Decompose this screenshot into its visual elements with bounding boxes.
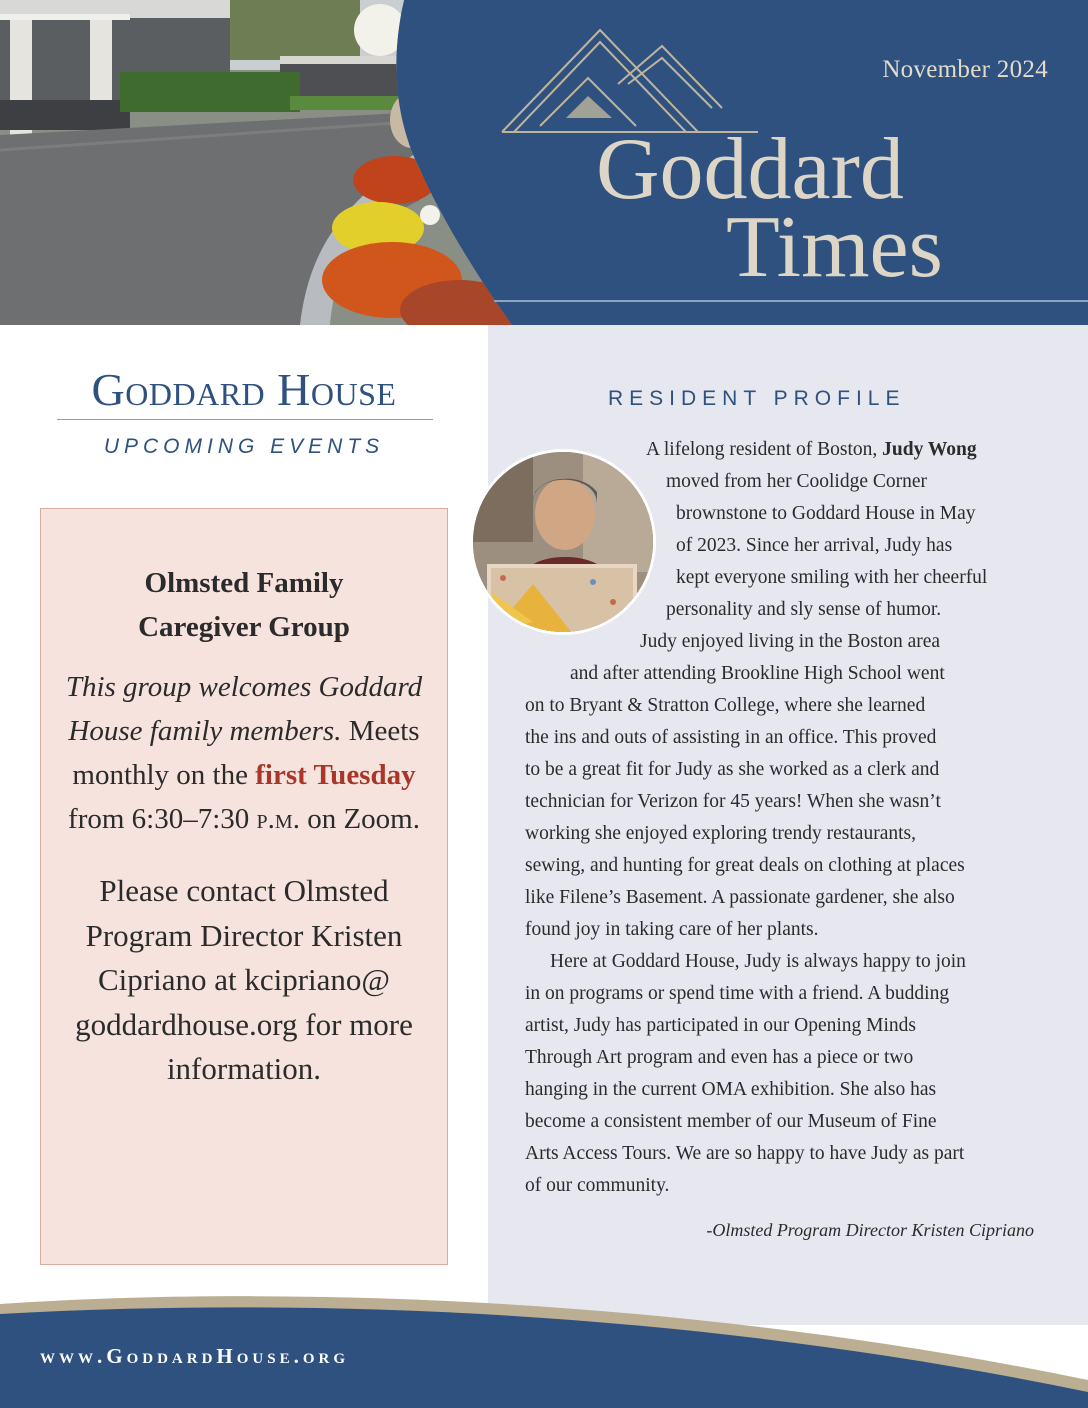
profile-text-line: working she enjoyed exploring trendy restaurants, — [525, 823, 916, 844]
event-desc-text-1: Meets monthly on the — [72, 715, 420, 791]
event-description — [41, 665, 447, 841]
profile-text-line: become a consistent member of our Museum of Fine — [525, 1111, 937, 1132]
profile-text-line: Judy enjoyed living in the Boston area — [640, 631, 941, 652]
profile-text-line: hanging in the current OMA exhibition. She also has — [525, 1079, 937, 1100]
profile-text-line: Arts Access Tours. We are so happy to have Judy as part — [525, 1143, 965, 1164]
masthead-title-line2: Times — [726, 199, 943, 296]
events-column — [0, 325, 488, 1300]
event-desc-intro: This group welcomes Goddard House family members. — [65, 671, 423, 747]
profile-text-line: A lifelong resident of Boston, Judy Wong — [646, 439, 977, 460]
profile-text-line: of 2023. Since her arrival, Judy has — [676, 535, 953, 556]
event-day-highlight: first Tuesday — [255, 759, 416, 791]
event-title: Olmsted Family Caregiver Group — [138, 567, 350, 643]
portrait-photo — [473, 452, 656, 635]
profile-text-line: found joy in taking care of her plants. — [525, 919, 819, 940]
upcoming-events-heading: UPCOMING EVENTS — [103, 435, 385, 458]
profile-text-line: Here at Goddard House, Judy is always happy to join — [550, 951, 966, 972]
article-signature: -Olmsted Program Director Kristen Cipriano — [706, 1220, 1034, 1240]
house-title-divider — [57, 419, 433, 420]
profile-text-line: Through Art program and even has a piece or two — [525, 1047, 914, 1068]
masthead-title-line1: Goddard — [596, 121, 904, 218]
event-card — [40, 508, 448, 1265]
header-banner — [0, 0, 1088, 325]
roof-logo-icon — [500, 18, 760, 138]
profile-text-line: artist, Judy has participated in our Opening Minds — [525, 1015, 917, 1036]
event-contact-info: Please contact Olmsted Program Director Kristen Cipriano at kcipriano@ goddardhouse.org for more information. — [75, 873, 413, 1086]
profile-text-line: brownstone to Goddard House in May — [676, 503, 976, 524]
profile-text-line: like Filene’s Basement. A passionate gardener, she also — [525, 887, 955, 908]
profile-text-line: on to Bryant & Stratton College, where she learned — [525, 695, 926, 716]
profile-text-line: to be a great fit for Judy as she worked as a clerk and — [525, 759, 940, 780]
resident-name: Judy Wong — [882, 439, 977, 460]
profile-text-line: technician for Verizon for 45 years! When she wasn’t — [525, 791, 941, 812]
profile-text-line: personality and sly sense of humor. — [666, 599, 942, 620]
profile-text-line: moved from her Coolidge Corner — [666, 471, 928, 492]
website-link[interactable]: www.GoddardHouse.org — [40, 1344, 350, 1368]
profile-text-line: kept everyone smiling with her cheerful — [676, 567, 988, 588]
profile-text-line: the ins and outs of assisting in an office. This proved — [525, 727, 937, 748]
event-desc-text-3: on Zoom. — [299, 803, 420, 835]
event-time-suffix: p.m. — [256, 803, 300, 835]
profile-text-line: of our community. — [525, 1175, 670, 1196]
issue-date: November 2024 — [882, 56, 1048, 83]
event-desc-text-2: from 6:30–7:30 — [68, 803, 257, 835]
house-title: Goddard House — [91, 364, 397, 415]
masthead-divider — [494, 300, 1088, 302]
resident-profile-heading: RESIDENT PROFILE — [608, 387, 906, 410]
resident-portrait — [470, 449, 656, 635]
profile-text-line: sewing, and hunting for great deals on clothing at places — [525, 855, 965, 876]
profile-text-line: and after attending Brookline High School went — [570, 663, 945, 684]
profile-text-line: in on programs or spend time with a friend. A budding — [525, 983, 950, 1004]
